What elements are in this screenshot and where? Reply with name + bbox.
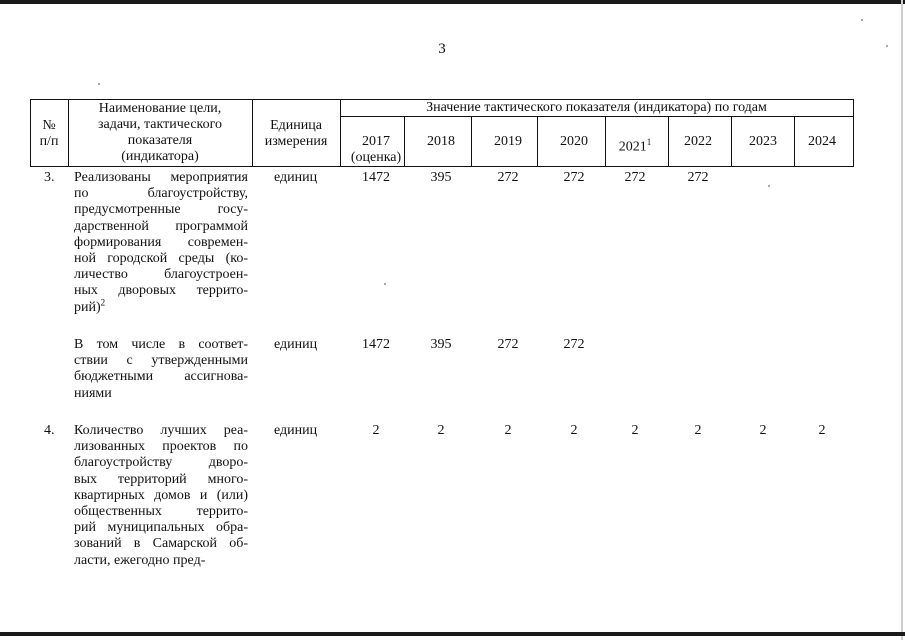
header-year-note: (оценка) — [350, 150, 402, 165]
row-indicator-name-line: вых территорий много- — [74, 471, 248, 487]
row-indicator-name-line: рий муниципальных обра- — [74, 520, 248, 536]
header-num — [30, 118, 68, 150]
row-value-2021: 2 — [631, 423, 639, 438]
col-right-border — [853, 99, 854, 167]
row-value-2024: 2 — [818, 423, 826, 438]
header-year-0 — [346, 134, 406, 166]
header-year-label: 2019 — [494, 134, 522, 149]
row-value-2023: 2 — [759, 423, 767, 438]
header-year-label: 2021 — [618, 139, 647, 155]
row-indicator-name-line: дарственной программой — [74, 218, 248, 234]
header-year-label: 2020 — [560, 134, 588, 149]
row-value-2020: 2 — [570, 423, 578, 438]
row-indicator-name — [74, 170, 248, 316]
row-value-2017: 1472 — [362, 170, 390, 185]
header-unit — [252, 118, 340, 150]
row-indicator-name-line: Количество лучших реа- — [74, 423, 248, 438]
row-unit: единиц — [274, 337, 318, 352]
scan-speck — [98, 83, 100, 85]
row-indicator-name-line: квартирных домов и (или) — [74, 487, 248, 503]
row-indicator-name — [74, 423, 248, 569]
header-year-label: 2022 — [684, 134, 712, 149]
header-values-title: Значение тактического показателя (индикатора) по годам — [426, 100, 767, 115]
row-indicator-name-line: ласти, ежегодно пред- — [74, 552, 206, 568]
years-divider-line — [340, 116, 853, 117]
header-year-6 — [733, 134, 793, 150]
row-indicator-name-line: бюджетными ассигнова- — [74, 369, 248, 385]
col-divider-year — [471, 116, 472, 167]
row-number: 4. — [44, 423, 55, 438]
header-name-line: показателя — [127, 133, 193, 148]
header-year-3 — [544, 134, 604, 150]
right-edge-shadow — [901, 0, 903, 640]
row-value-2019: 272 — [497, 170, 519, 185]
row-value-2017: 2 — [372, 423, 380, 438]
row-value-2021: 272 — [624, 170, 646, 185]
row-value-2019: 2 — [504, 423, 512, 438]
scan-speck — [384, 283, 386, 285]
row-number: 3. — [44, 170, 55, 185]
row-indicator-name-line: Реализованы мероприятия — [74, 170, 248, 185]
row-indicator-name-line: личество благоустроен- — [74, 267, 248, 283]
row-indicator-name-line: благоустройству дворо- — [74, 455, 248, 471]
row-indicator-name-line: зований в Самарской об- — [74, 536, 248, 552]
header-unit-line: Единица — [270, 118, 322, 133]
header-year-7 — [792, 134, 852, 150]
header-year-2 — [478, 134, 538, 150]
page-number: 3 — [438, 41, 446, 57]
row-indicator-name-line: ниями — [74, 385, 112, 401]
header-year-label: 2017 — [362, 134, 390, 149]
row-unit: единиц — [274, 170, 318, 185]
header-year-1 — [411, 134, 471, 150]
row-indicator-name-line: В том числе в соответ- — [74, 337, 248, 352]
row-unit: единиц — [274, 423, 318, 438]
row-indicator-name-line: ной городской среды (ко- — [74, 251, 248, 267]
row-value-2020: 272 — [563, 170, 585, 185]
top-edge-line — [0, 0, 905, 4]
row-value-2020: 272 — [563, 337, 585, 352]
header-unit-line: измерения — [264, 134, 328, 149]
row-value-2022: 272 — [687, 170, 709, 185]
header-year-label: 2024 — [808, 134, 836, 149]
row-indicator-name-line: формирования современ- — [74, 234, 248, 250]
row-value-2022: 2 — [694, 423, 702, 438]
header-bottom-border — [30, 166, 853, 167]
header-year-label: 2018 — [427, 134, 455, 149]
header-name-line: Наименование цели, — [98, 101, 222, 116]
row-value-2017: 1472 — [362, 337, 390, 352]
header-year-4 — [605, 134, 665, 156]
scan-speck — [768, 185, 770, 187]
row-value-2019: 272 — [497, 337, 519, 352]
header-num-line: п/п — [39, 134, 59, 149]
header-name-line: задачи, тактического — [97, 117, 223, 132]
row-indicator-name-line: лизованных проектов по — [74, 439, 248, 455]
col-divider-year — [731, 116, 732, 167]
row-indicator-name-line: ных дворовых террито- — [74, 283, 248, 299]
scan-speck — [861, 19, 863, 21]
row-indicator-name-line: рий) — [74, 299, 101, 315]
row-value-2018: 2 — [437, 423, 445, 438]
header-year-label: 2023 — [749, 134, 777, 149]
header-year-footnote: 1 — [646, 137, 652, 147]
header-name — [68, 101, 252, 165]
row-value-2018: 395 — [430, 337, 452, 352]
scan-speck — [886, 45, 888, 47]
row-indicator-name-line: по благоустройству, — [74, 186, 248, 202]
row-indicator-name-line: ствии с утвержденными — [74, 353, 248, 369]
row-value-2018: 395 — [430, 170, 452, 185]
header-year-5 — [668, 134, 728, 150]
row-footnote-mark: 2 — [100, 296, 106, 307]
row-indicator-name-line: общественных террито- — [74, 504, 248, 520]
bottom-edge-line — [0, 632, 905, 636]
row-indicator-name — [74, 337, 248, 402]
header-name-line: (индикатора) — [121, 149, 199, 164]
row-indicator-name-line: предусмотренные госу- — [74, 202, 248, 218]
header-num-line: № — [42, 118, 56, 133]
